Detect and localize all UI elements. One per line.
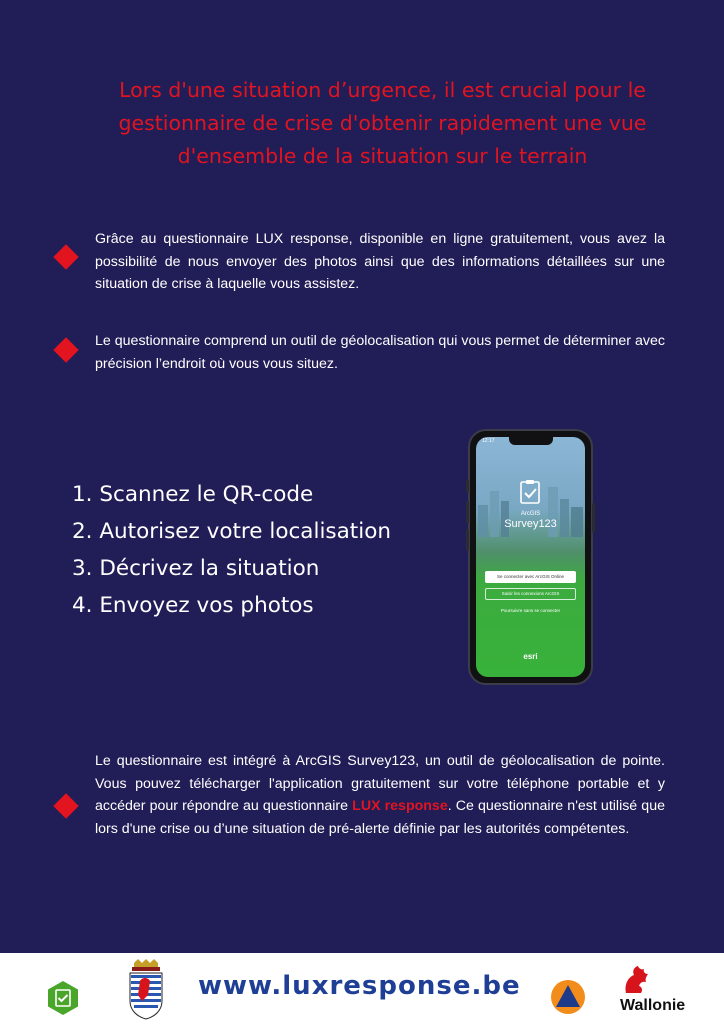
civil-protection-icon (550, 979, 586, 1015)
steps-list (72, 476, 391, 624)
phone-time: 12:17 (482, 438, 495, 444)
phone-mockup (468, 429, 593, 685)
login-button[interactable]: Se connecter avec ArcGIS Online (485, 571, 576, 583)
survey123-logo-icon (46, 980, 80, 1016)
app-brand-name: Survey123 (504, 518, 557, 530)
esri-logo: esri (523, 652, 538, 661)
headline (90, 74, 675, 173)
app-brand (476, 511, 585, 530)
coat-of-arms-icon (126, 957, 166, 1021)
headline-line-1: Lors d'une situation d’urgence, il est crucial pour le (119, 78, 646, 102)
headline-line-2: gestionnaire de crise d'obtenir rapidement une vue (118, 111, 647, 135)
step-item-2: 2. Autorisez votre localisation (72, 519, 391, 544)
bullet-diamond-1 (53, 244, 78, 269)
bullet-diamond-3 (53, 793, 78, 818)
bullet-diamond-2 (53, 337, 78, 362)
wallonie-logo-text: Wallonie (620, 997, 686, 1014)
portal-button[interactable]: Saisir les connexions ArcGIS (485, 588, 576, 600)
lux-response-highlight: LUX response (352, 798, 448, 814)
paragraph-survey123-text-1: Le questionnaire est intégré à ArcGIS Survey123, un outil de géolocalisation de pointe. Vous pouvez télécharger l'application gratuitement sur votre téléphone portable et y accéder pour répondre au questionnaire (95, 753, 665, 814)
paragraph-survey123-text-2: . Ce questionnaire n'est utilisé que lors d'une crise ou d’une situation de pré-alerte définie par les autorités compétentes. (95, 798, 665, 837)
skip-login-link[interactable]: Poursuivre sans se connecter (500, 608, 561, 613)
app-brand-small: ArcGIS (520, 511, 541, 517)
footer (0, 953, 724, 1024)
step-item-3: 3. Décrivez la situation (72, 556, 320, 581)
phone-screen (476, 437, 585, 677)
paragraph-geolocation: Le questionnaire comprend un outil de géolocalisation qui vous permet de déterminer avec précision l’endroit où vous vous situez. (95, 333, 665, 372)
paragraph-survey123 (95, 750, 665, 840)
survey123-clipboard-icon (517, 479, 543, 505)
step-item-4: 4. Envoyez vos photos (72, 593, 314, 618)
paragraph-intro: Grâce au questionnaire LUX response, disponible en ligne gratuitement, vous avez la possibilité de nous envoyer des photos ainsi que des informations détaillées sur une situation de crise à laquelle vous assistez. (95, 231, 665, 292)
headline-line-3: d'ensemble de la situation sur le terrain (177, 144, 588, 168)
website-url-link[interactable]: www.luxresponse.be (198, 971, 521, 1001)
wallonie-rooster-icon (620, 963, 652, 997)
step-item-1: 1. Scannez le QR-code (72, 482, 314, 507)
